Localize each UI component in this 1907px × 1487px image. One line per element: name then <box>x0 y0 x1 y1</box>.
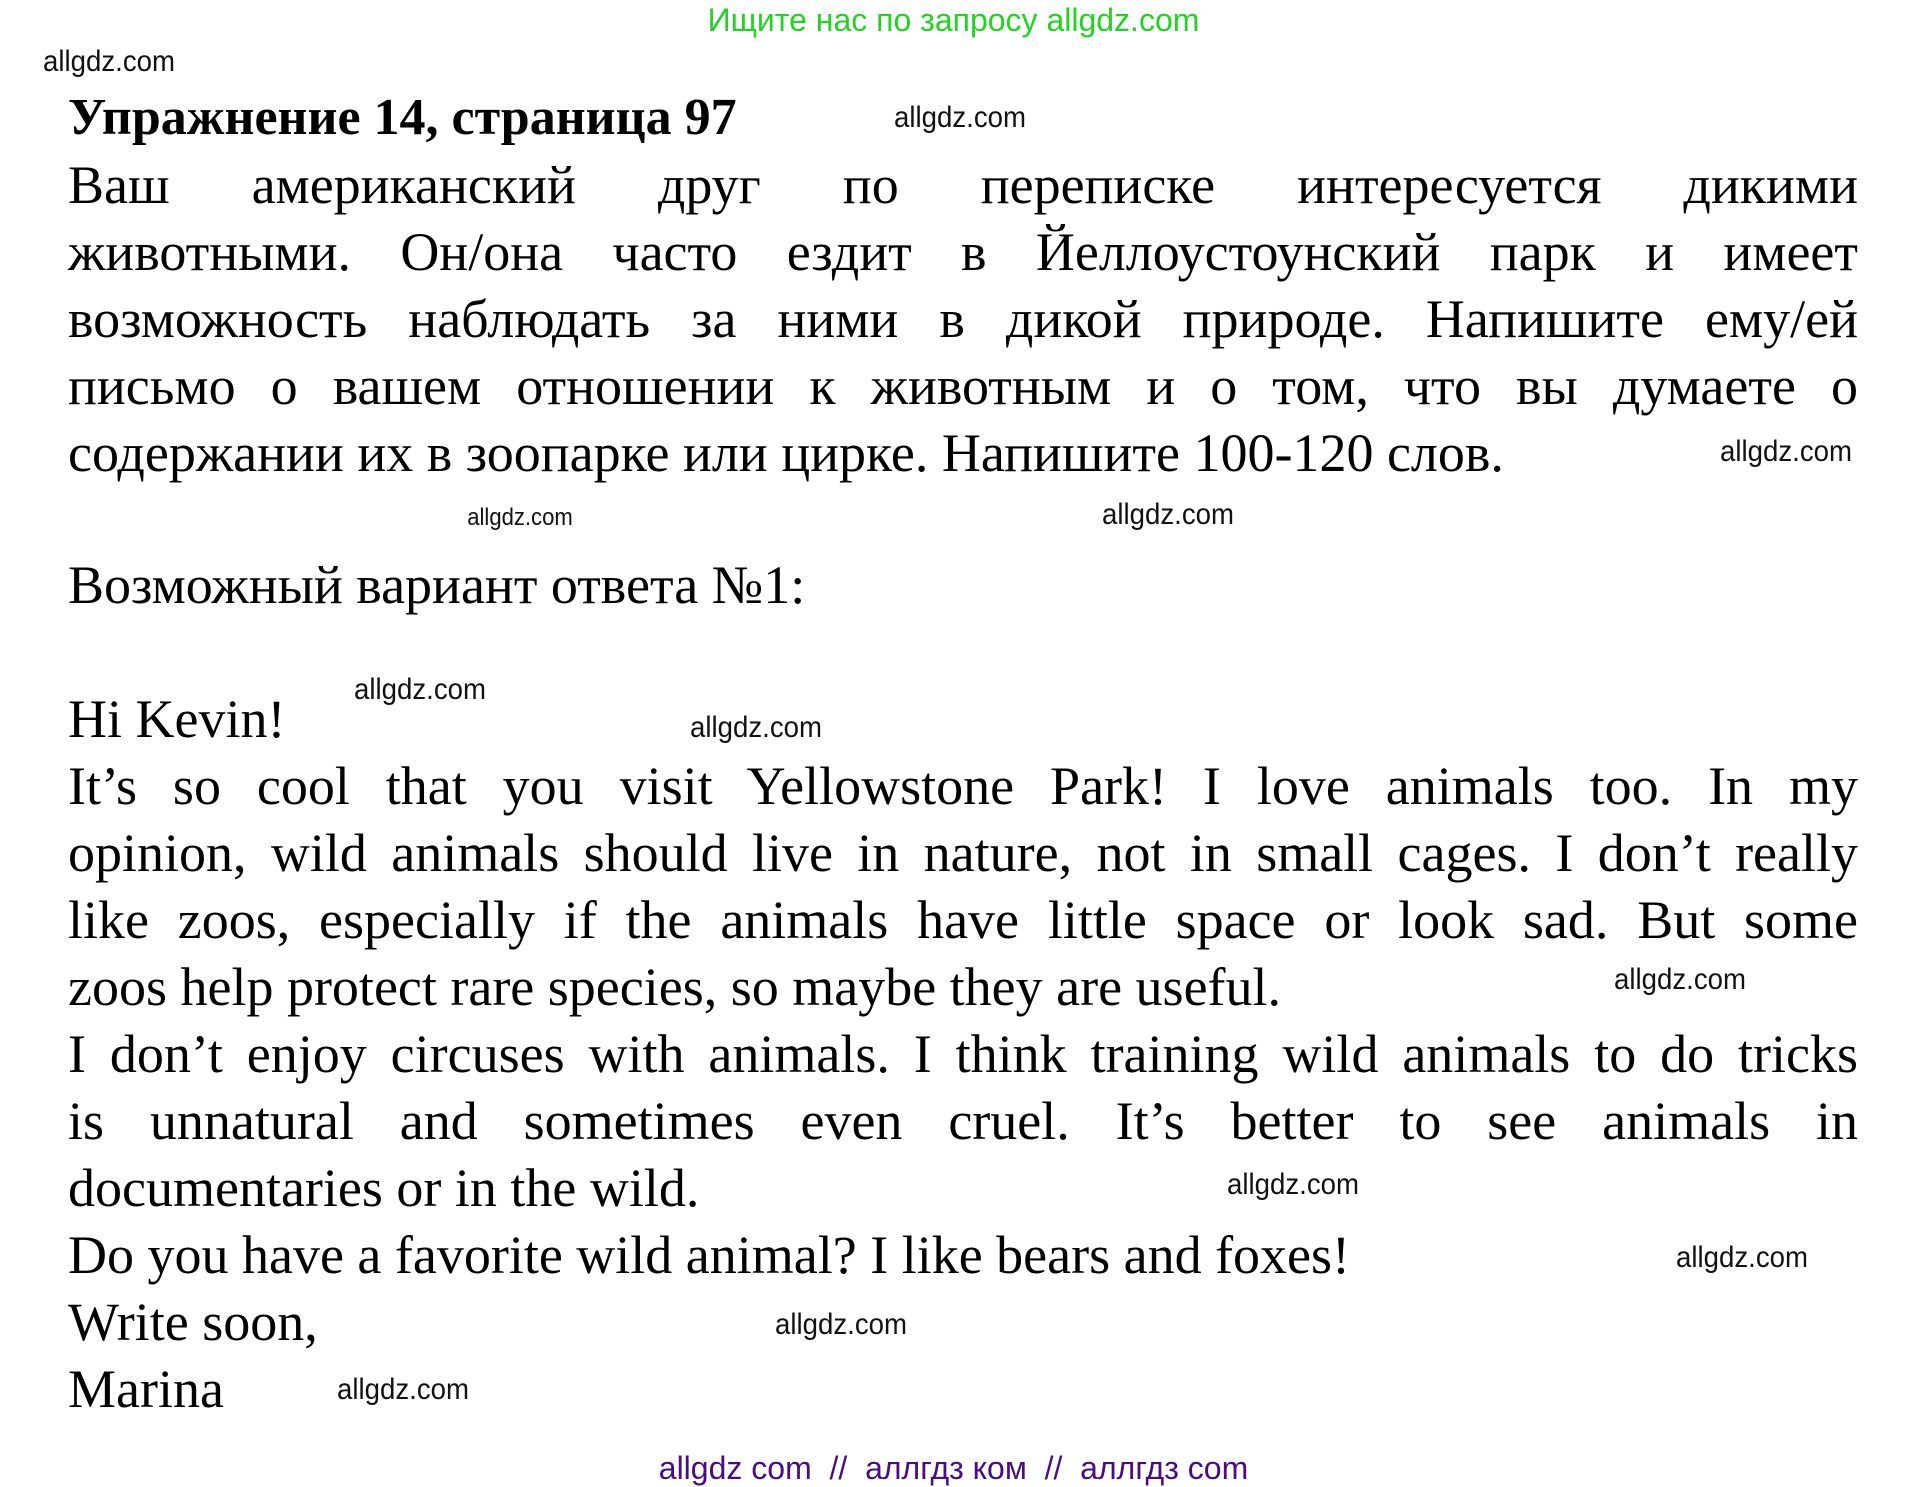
watermark: allgdz.com <box>354 673 486 706</box>
task-line: письмо о вашем отношении к животным и о том, что вы думаете о <box>68 356 1858 416</box>
bottom-banner <box>0 1450 1907 1487</box>
letter-line: zoos help protect rare species, so maybe they are useful. <box>68 957 1282 1017</box>
letter-line: I don’t enjoy circuses with animals. I think training wild animals to do tricks <box>68 1024 1858 1084</box>
letter-line: Hi Kevin! <box>68 689 286 749</box>
top-banner: Ищите нас по запросу allgdz.com <box>707 2 1200 38</box>
letter-line: It’s so cool that you visit Yellowstone Park! I love animals too. In my <box>68 756 1858 816</box>
letter-line: Write soon, <box>68 1292 318 1352</box>
watermark: allgdz.com <box>1720 435 1852 468</box>
watermark: allgdz.com <box>337 1373 469 1406</box>
answer-label: Возможный вариант ответа №1: <box>68 555 806 615</box>
watermark: allgdz.com <box>1227 1168 1359 1201</box>
exercise-heading: Упражнение 14, страница 97 <box>68 89 737 146</box>
watermark: allgdz.com <box>894 101 1026 134</box>
letter-line: like zoos, especially if the animals have little space or look sad. But some <box>68 890 1858 950</box>
watermark: allgdz.com <box>1614 963 1746 996</box>
watermark: allgdz.com <box>775 1308 907 1341</box>
letter-line: Marina <box>68 1359 224 1419</box>
bottom-banner-text: allgdz com // аллгдз ком // аллгдз com <box>658 1450 1249 1486</box>
letter-line: documentaries or in the wild. <box>68 1158 700 1218</box>
watermark: allgdz.com <box>43 45 175 78</box>
watermark: allgdz.com <box>1102 498 1234 531</box>
letter-line: Do you have a favorite wild animal? I like bears and foxes! <box>68 1225 1351 1285</box>
task-line: животными. Он/она часто ездит в Йеллоустоунский парк и имеет <box>68 222 1858 282</box>
task-line: возможность наблюдать за ними в дикой природе. Напишите ему/ей <box>68 289 1858 349</box>
watermark: allgdz.com <box>1676 1241 1808 1274</box>
task-line: Ваш американский друг по переписке интересуется дикими <box>68 155 1858 215</box>
letter-line: opinion, wild animals should live in nature, not in small cages. I don’t really <box>68 823 1858 883</box>
watermark: allgdz.com <box>467 504 573 531</box>
letter-line: is unnatural and sometimes even cruel. It’s better to see animals in <box>68 1091 1858 1151</box>
task-line: содержании их в зоопарке или цирке. Напишите 100-120 слов. <box>68 423 1504 483</box>
watermark: allgdz.com <box>690 711 822 744</box>
